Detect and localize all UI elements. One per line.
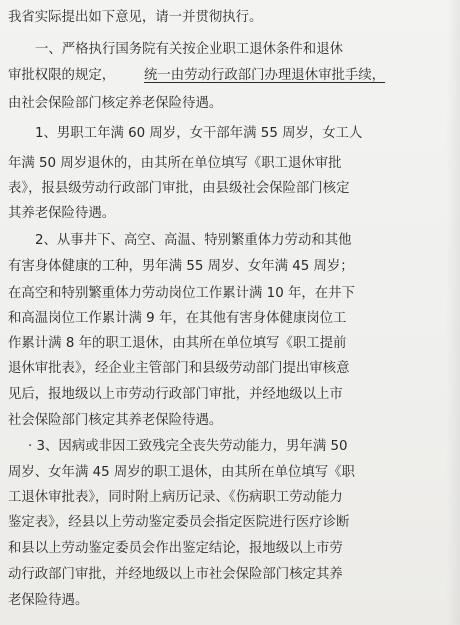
text-line: 1、男职工年满 60 周岁，女干部年满 55 周岁，女工人	[35, 126, 363, 141]
text-line-11	[0, 281, 460, 307]
text-line-12	[0, 306, 460, 332]
text-line-2	[0, 37, 460, 63]
text-line: 动行政部门审批，并经地级以上市社会保险部门核定其养	[8, 567, 343, 582]
text-line-21	[0, 536, 460, 562]
text-line-4	[0, 91, 460, 117]
text-line: 年满 50 周岁退休的，由其所在单位填写《职工退休审批	[8, 156, 342, 171]
text-line: 周岁、女年满 45 周岁的职工退休，由其所在单位填写《职	[8, 465, 355, 480]
text-line: 和县以上劳动鉴定委员会作出鉴定结论，报地级以上市劳	[8, 541, 343, 556]
text-line: · 3、因病或非因工致残完全丧失劳动能力，男年满 50	[28, 439, 348, 454]
text-line-7	[0, 176, 460, 202]
text-line: 有害身体健康的工种，男年满 55 周岁、女年满 45 周岁；	[8, 259, 354, 274]
text-line: 鉴定表》，经县以上劳动鉴定委员会指定医院进行医疗诊断	[8, 515, 350, 530]
text-line: 作累计满 8 年的职工退休，由其所在单位填写《职工提前	[8, 336, 347, 351]
text-line-13	[0, 331, 460, 357]
text-line-16	[0, 408, 460, 434]
text-line: 老保险待遇。	[8, 593, 89, 608]
text-line: 我省实际提出如下意见，请一并贯彻执行。	[8, 10, 263, 25]
text-line: 2、从事井下、高空、高温、特别繁重体力劳动和其他	[35, 233, 352, 248]
text-line: 和高温岗位工作累计满 9 年，在其他有害身体健康岗位工	[8, 311, 347, 326]
text-line: 工退休审批表》，同时附上病历记录、《伤病职工劳动能力	[8, 490, 343, 505]
text-line: 其养老保险待遇。	[8, 206, 116, 221]
text-line-15	[0, 382, 460, 408]
text-line-19	[0, 485, 460, 511]
text-line: 由社会保险部门核定养老保险待遇。	[8, 96, 223, 111]
text-line: 表》，报县级劳动行政部门审批，由县级社会保险部门核定	[8, 181, 350, 196]
text-line: 退休审批表》，经企业主管部门和县级劳动部门提出审核意	[8, 361, 350, 376]
text-line: 在高空和特别繁重体力劳动岗位工作累计满 10 年，在井下	[8, 286, 355, 301]
text-line-1	[0, 5, 460, 31]
text-line-10	[0, 254, 460, 280]
text-line-5	[0, 121, 460, 147]
text-line: 一、严格执行国务院有关按企业职工退休条件和退休	[35, 42, 343, 57]
text-line-18	[0, 460, 460, 486]
text-line-17	[0, 434, 460, 460]
text-line-14	[0, 356, 460, 382]
text-line-22	[0, 562, 460, 588]
text-line: 社会保险部门核定其养老保险待遇。	[8, 413, 223, 428]
text-line: 审批权限的规定，	[8, 68, 116, 83]
text-line-8	[0, 201, 460, 227]
text-line-20	[0, 510, 460, 536]
text-line-23	[0, 588, 460, 614]
underlined-text-line: 统一由劳动行政部门办理退休审批手续，	[144, 68, 386, 83]
text-line-3	[0, 63, 460, 89]
text-line-9	[0, 228, 460, 254]
text-line: 见后，报地级以上市劳动行政部门审批，并经地级以上市	[8, 387, 343, 402]
text-line-6	[0, 151, 460, 177]
